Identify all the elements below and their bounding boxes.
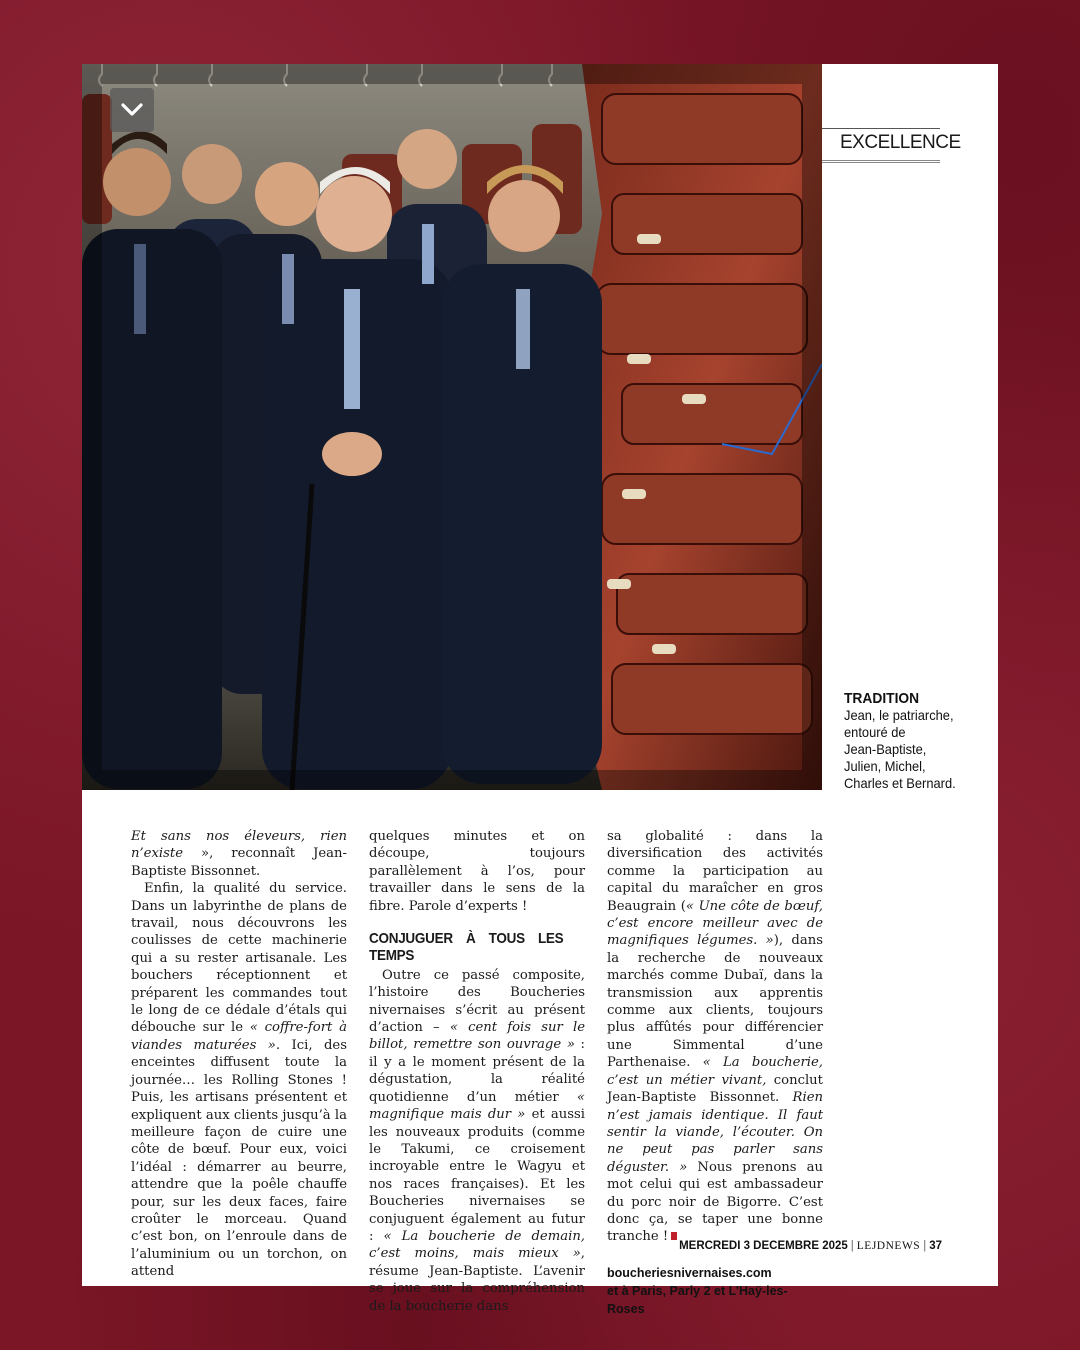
body-text: sa globalité : dans la diversification des activités comme la participation au capital du maraîcher en gros Beaugrain ( bbox=[607, 829, 823, 914]
article-column-2 bbox=[369, 828, 585, 1315]
body-text: et aussi les nouveaux produits (comme le Takumi, ce croisement incroyable entre le Wagyu et nos races françaises). Et les Boucheries nivernaises se conjuguent également au futur : bbox=[369, 1107, 585, 1244]
page-number: 37 bbox=[929, 1240, 942, 1252]
caption-line: entouré de bbox=[844, 724, 906, 740]
publication-name: LEJDNEWS bbox=[856, 1240, 921, 1252]
paragraph bbox=[607, 828, 823, 1246]
body-text: Nous prenons au mot celui qui est ambassadeur du porc noir de Bigorre. C’est donc ça, se taper une bonne tranche ! bbox=[607, 1159, 824, 1245]
section-rubric: EXCELLENCE bbox=[822, 128, 940, 163]
shop-locations: et à Paris, Parly 2 et L’Haÿ-les-Roses bbox=[607, 1283, 788, 1316]
caption-line: Jean, le patriarche, bbox=[844, 707, 954, 723]
body-text: Ici, des enceintes diffusent toute la journée… les Rolling Stones ! Puis, les artisans présentent et expliquent aux clients jusqu’à la meilleure façon de cuire une côte de bœuf. Pour eux, voici l’idéal : démarrer au beurre, attendre que la poêle chauffe pour, sur les deux faces, faire croûter le morceau. Quand c’est bon, on l’enroule dans de l’aluminium ou un torchon, on attend bbox=[131, 1037, 347, 1280]
caption-title: TRADITION bbox=[844, 690, 920, 707]
body-text: Enfin, la qualité du service. Dans un labyrinthe de plans de travail, nous découvrons les coulisses de cette machinerie qui a su rester artisanale. Les bouchers réceptionnent et préparent les commandes tout le long de ce dédale d’étals qui débouche sur le bbox=[131, 881, 347, 1036]
website-link[interactable]: boucheriesnivernaises.com bbox=[607, 1265, 772, 1280]
body-text: : il y a le moment présent de la dégustation, la réalité quotidienne d’un métier bbox=[369, 1037, 586, 1105]
body-text: ), dans la recherche de nouveaux marchés comme Dubaï, dans la transmission aux apprentis comme aux clients, toujours plus affûtés pour différencier une Simmental d’une Parthenaise. bbox=[607, 933, 823, 1071]
quote-text: Et sans nos éleveurs, rien n’existe bbox=[131, 829, 347, 862]
page-folio: MERCREDI 3 DECEMBRE 2025 | LEJDNEWS | 37 bbox=[679, 1240, 942, 1252]
body-text: », reconnaît Jean-Baptiste Bissonnet. bbox=[131, 846, 347, 879]
quote-text: « coffre-fort à viandes maturées ». bbox=[131, 1020, 347, 1053]
caption-line: Jean-Baptiste, bbox=[844, 741, 927, 757]
photo-caption bbox=[844, 690, 982, 792]
body-text: conclut Jean-Baptiste Bissonnet. bbox=[607, 1072, 823, 1106]
end-of-article-mark bbox=[671, 1232, 677, 1240]
magazine-page bbox=[82, 64, 998, 1316]
article-footer bbox=[607, 1264, 823, 1318]
quote-text: « cent fois sur le billot, remettre son ouvrage » bbox=[369, 1020, 586, 1053]
quote-text: « Une côte de bœuf, c’est encore meilleur avec de magnifiques légumes. » bbox=[607, 898, 823, 949]
paragraph bbox=[131, 880, 347, 1280]
article-column-1 bbox=[131, 828, 347, 1281]
issue-date: MERCREDI 3 DECEMBRE 2025 bbox=[679, 1240, 848, 1252]
paragraph bbox=[369, 967, 585, 1315]
body-text: Outre ce passé composite, l’histoire des Boucheries nivernaises s’écrit au présent d’action – bbox=[369, 967, 585, 1036]
caption-line: Julien, Michel, bbox=[844, 758, 926, 774]
body-text: , résume Jean-Baptiste. L’avenir se joue sur la compréhension de la boucherie dans bbox=[369, 1246, 585, 1314]
section-subhead: CONJUGUER À TOUS LES TEMPS bbox=[369, 930, 564, 965]
quote-text: Rien n’est jamais identique. Il faut sentir la viande, l’écouter. On ne peut pas parler sans déguster. » bbox=[607, 1090, 823, 1175]
caption-line: Charles et Bernard. bbox=[844, 775, 956, 791]
paragraph bbox=[131, 828, 347, 880]
collapse-button[interactable] bbox=[110, 88, 154, 132]
quote-text: « La boucherie, c’est un métier vivant, bbox=[607, 1055, 823, 1088]
chevron-down-icon bbox=[121, 103, 143, 117]
quote-text: « La boucherie de demain, c’est moins, mais mieux » bbox=[369, 1228, 586, 1262]
quote-text: « magnifique mais dur » bbox=[369, 1089, 585, 1123]
paragraph: quelques minutes et on découpe, toujours parallèlement à l’os, pour travailler dans le sens de la fibre. Parole d’experts ! bbox=[369, 829, 585, 914]
group-photo bbox=[82, 64, 822, 790]
